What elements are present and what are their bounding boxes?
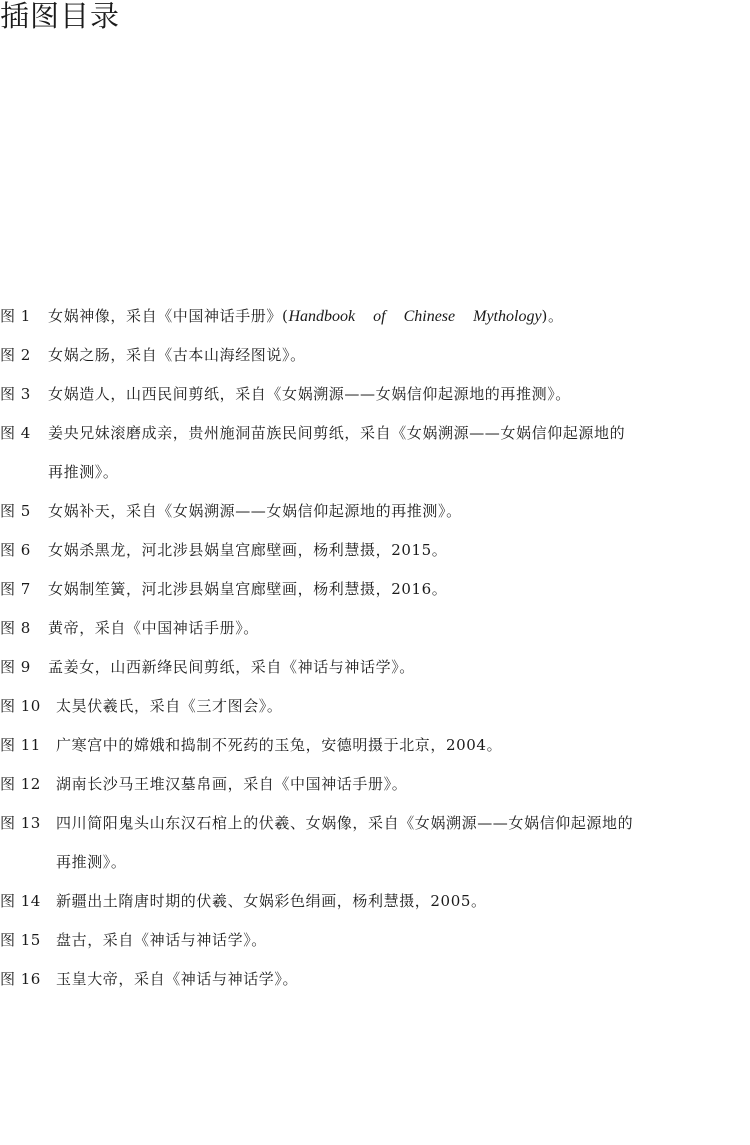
figure-caption: 姜央兄妹滚磨成亲，贵州施洞苗族民间剪纸，采自《女娲溯源——女娲信仰起源地的再推测》。 [48, 424, 626, 481]
figure-caption: 黄帝，采自《中国神话手册》。 [48, 619, 259, 637]
figure-entry-6 [0, 531, 750, 570]
figure-entry-13 [0, 804, 750, 882]
figure-number: 图 14 [0, 892, 41, 910]
figure-caption: 女娲之肠，采自《古本山海经图说》。 [48, 346, 306, 364]
figure-entry-10 [0, 687, 750, 726]
figure-entry-15 [0, 921, 750, 960]
figure-entry-16 [0, 960, 750, 999]
figure-entry-5 [0, 492, 750, 531]
figure-number: 图 11 [0, 736, 41, 754]
figure-entry-2 [0, 336, 750, 375]
figure-number: 图 1 [0, 307, 31, 325]
caption-text: 女娲神像，采自《中国神话手册》( [48, 307, 289, 325]
figure-number: 图 13 [0, 814, 41, 832]
figure-caption [48, 297, 634, 336]
figure-number: 图 4 [0, 424, 31, 442]
figure-number: 图 6 [0, 541, 31, 559]
figure-entry-14 [0, 882, 750, 921]
figure-caption: 玉皇大帝，采自《神话与神话学》。 [56, 970, 299, 988]
english-title: Handbook of Chinese Mythology [288, 308, 542, 325]
figure-caption: 女娲杀黑龙，河北涉县娲皇宫廊壁画，杨利慧摄，2015。 [48, 541, 448, 559]
figure-entry-12 [0, 765, 750, 804]
figure-caption: 女娲制笙簧，河北涉县娲皇宫廊壁画，杨利慧摄，2016。 [48, 580, 448, 598]
figure-caption: 四川简阳鬼头山东汉石棺上的伏羲、女娲像，采自《女娲溯源——女娲信仰起源地的再推测》。 [56, 814, 634, 871]
figure-caption: 孟姜女，山西新绛民间剪纸，采自《神话与神话学》。 [48, 658, 415, 676]
figure-caption: 新疆出土隋唐时期的伏羲、女娲彩色绢画，杨利慧摄，2005。 [56, 892, 487, 910]
figure-list [0, 297, 750, 999]
figure-number: 图 9 [0, 658, 31, 676]
figure-number: 图 5 [0, 502, 31, 520]
figure-number: 图 12 [0, 775, 41, 793]
figure-entry-4 [0, 414, 750, 492]
figure-number: 图 3 [0, 385, 31, 403]
figure-number: 图 2 [0, 346, 31, 364]
figure-entry-8 [0, 609, 750, 648]
figure-entry-7 [0, 570, 750, 609]
figure-caption: 盘古，采自《神话与神话学》。 [56, 931, 267, 949]
figure-caption: 太昊伏羲氏，采自《三才图会》。 [56, 697, 283, 715]
figure-entry-9 [0, 648, 750, 687]
figure-entry-11 [0, 726, 750, 765]
figure-number: 图 10 [0, 697, 41, 715]
figure-number: 图 7 [0, 580, 31, 598]
figure-caption: 女娲造人，山西民间剪纸，采自《女娲溯源——女娲信仰起源地的再推测》。 [48, 385, 571, 403]
figure-entry-3 [0, 375, 750, 414]
figure-number: 图 8 [0, 619, 31, 637]
figure-caption: 广寒宫中的嫦娥和捣制不死药的玉兔，安德明摄于北京，2004。 [56, 736, 503, 754]
page-title: 插图目录 [0, 0, 121, 33]
caption-closing: )。 [541, 307, 564, 325]
figure-caption: 湖南长沙马王堆汉墓帛画，采自《中国神话手册》。 [56, 775, 408, 793]
figure-number: 图 15 [0, 931, 41, 949]
figure-caption: 女娲补天，采自《女娲溯源——女娲信仰起源地的再推测》。 [48, 502, 462, 520]
figure-entry-1 [0, 297, 750, 336]
figure-number: 图 16 [0, 970, 41, 988]
